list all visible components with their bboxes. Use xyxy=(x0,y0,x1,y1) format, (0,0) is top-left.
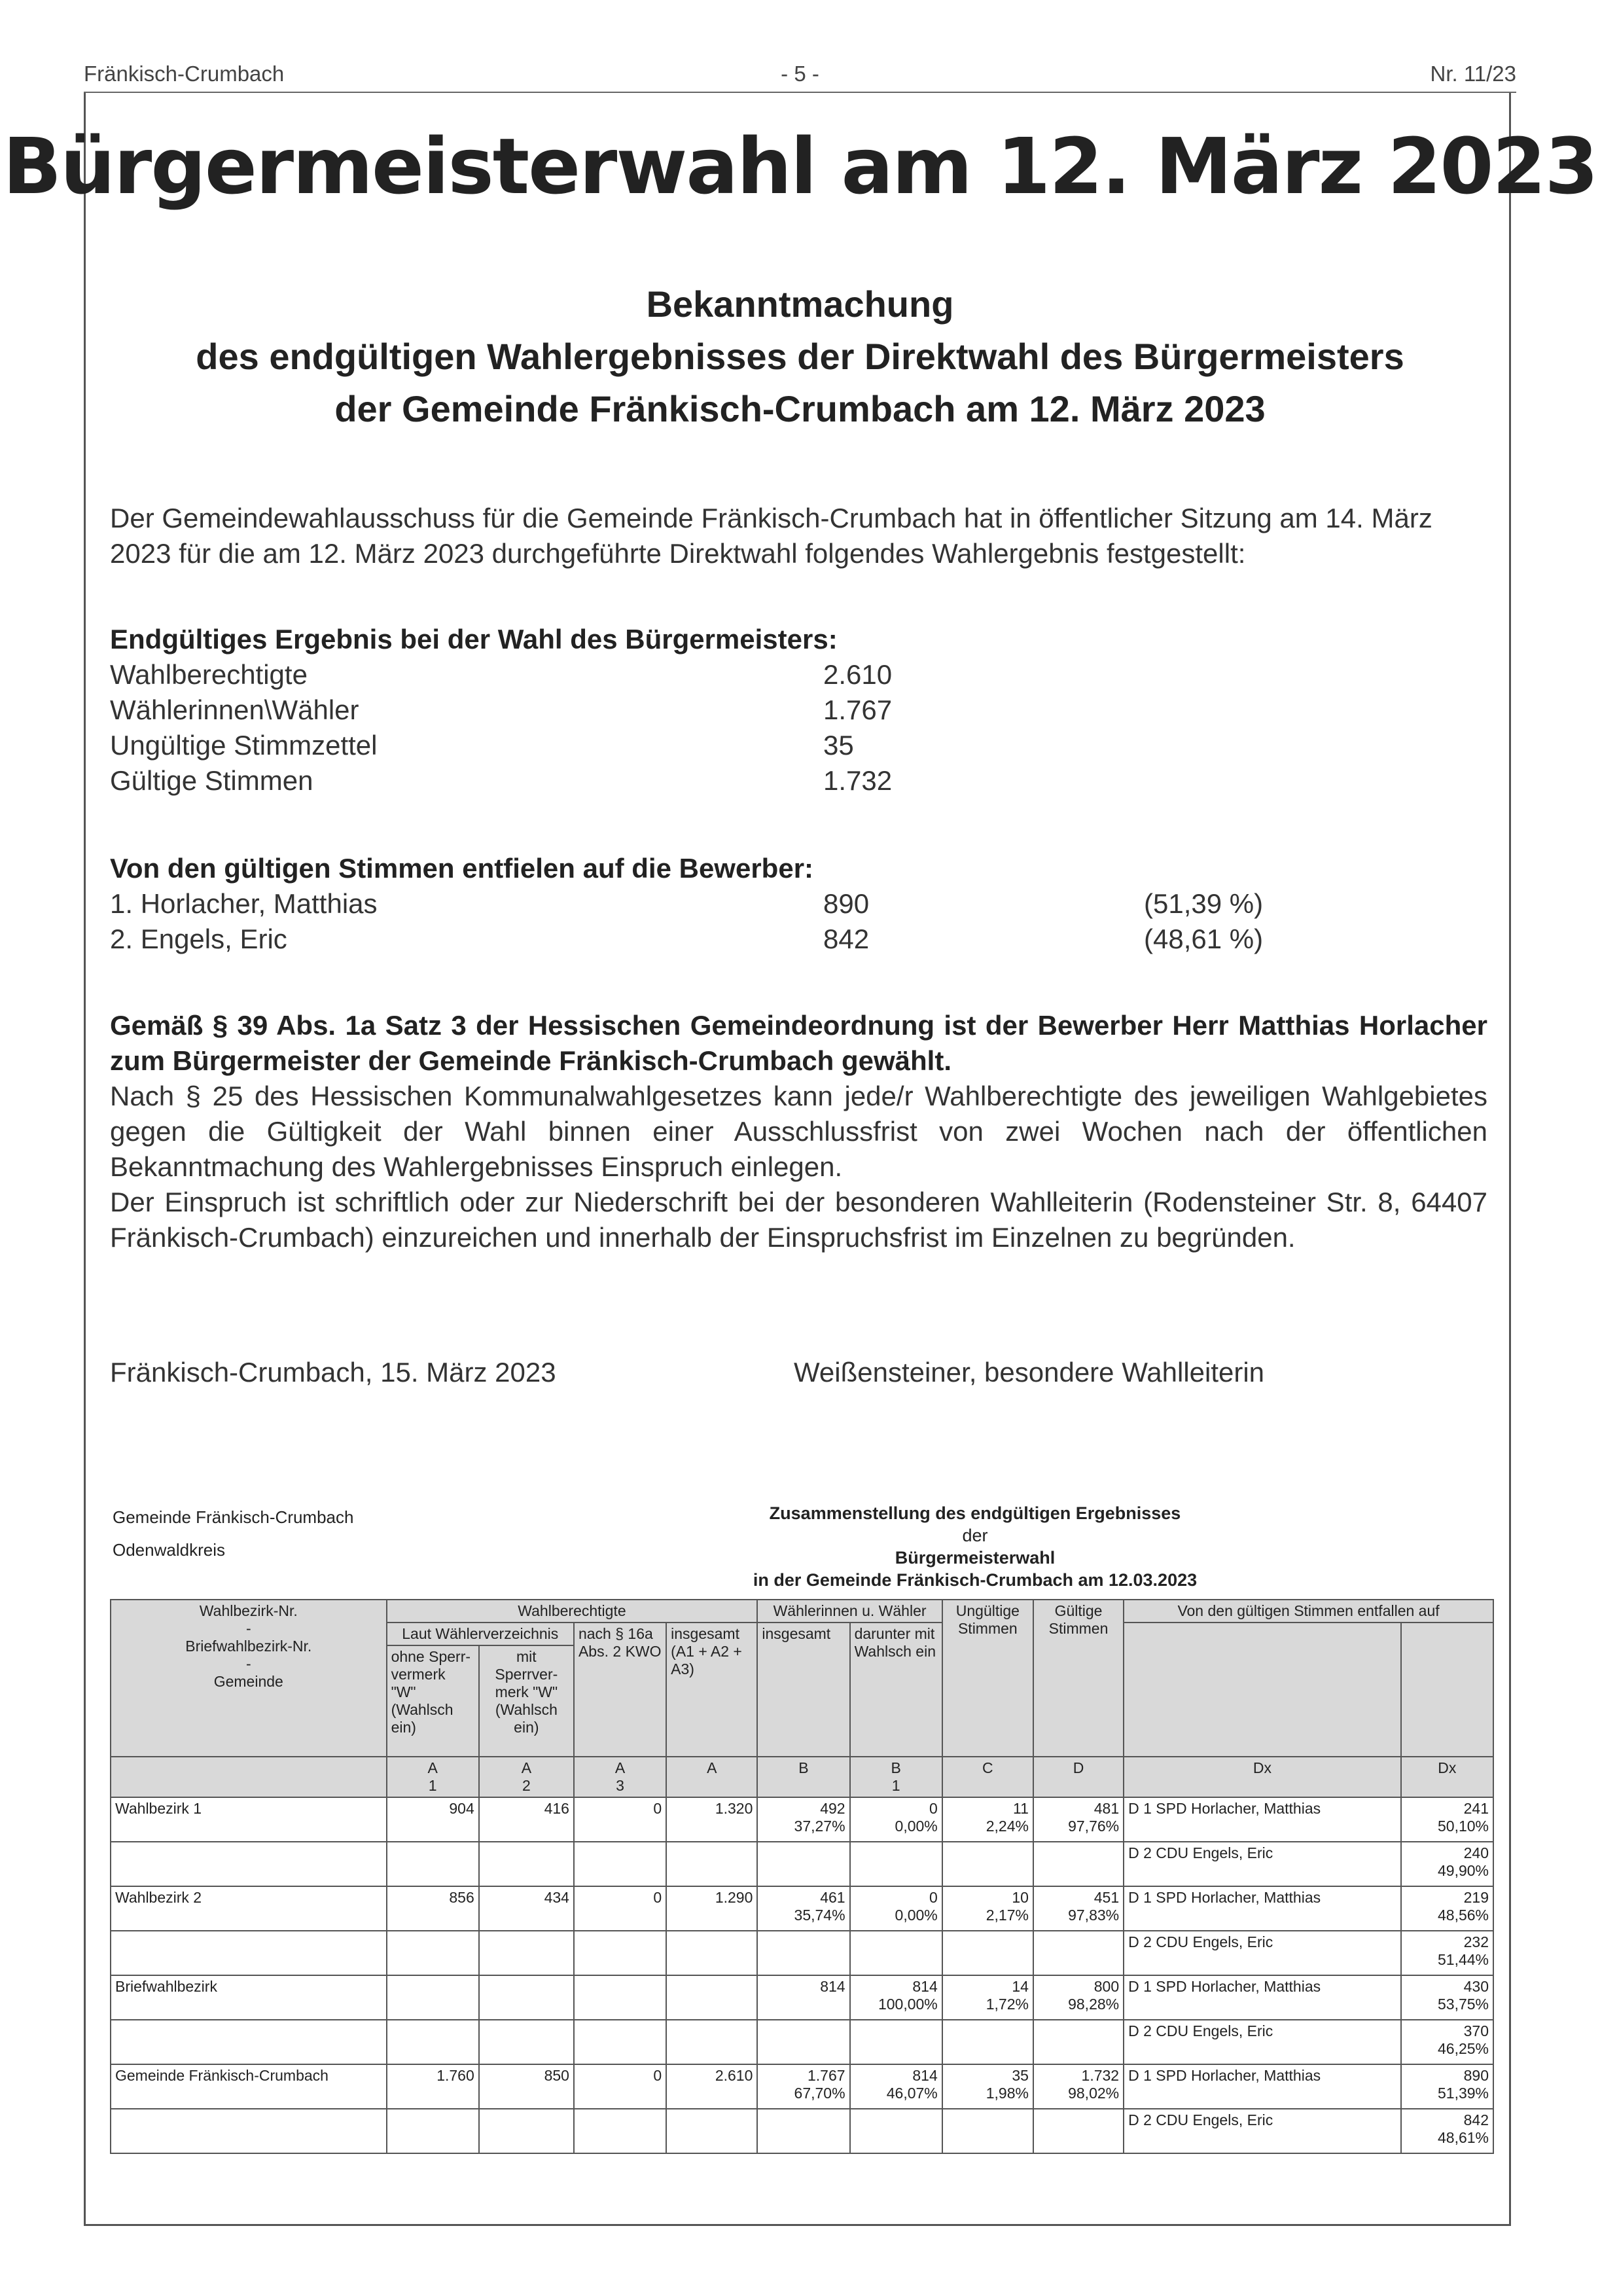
result-value: 35 xyxy=(823,730,854,761)
table-row xyxy=(111,2109,1493,2153)
col-header-insgesamt-b: insgesamt xyxy=(757,1623,849,1757)
running-head xyxy=(84,62,1516,93)
value-cell: 904 xyxy=(387,1797,479,1842)
col-header-ohne: ohne Sperr-vermerk "W" (Wahlsch ein) xyxy=(387,1645,479,1757)
col-header-voters: Wählerinnen u. Wähler xyxy=(757,1600,942,1623)
value-cell: 814 100,00% xyxy=(850,1975,942,2020)
candidate-votes-cell: 890 51,39% xyxy=(1401,2064,1493,2109)
candidate-votes-cell: 842 48,61% xyxy=(1401,2109,1493,2153)
candidate-votes: 842 xyxy=(823,924,870,954)
col-header-votes-blank xyxy=(1401,1623,1493,1757)
table-row xyxy=(111,2020,1493,2064)
table-header-row xyxy=(111,1600,1493,1623)
table-row xyxy=(111,2064,1493,2109)
value-cell: 1.732 98,02% xyxy=(1033,2064,1124,2109)
value-cell: 856 xyxy=(387,1886,479,1931)
candidate-row xyxy=(110,922,1487,957)
value-cell: 1.320 xyxy=(666,1797,757,1842)
district-cell: Wahlbezirk 1 xyxy=(111,1797,387,1842)
value-cell: 0 xyxy=(574,2064,666,2109)
table-row xyxy=(111,1842,1493,1886)
result-row xyxy=(110,657,1487,692)
candidate-votes-cell: 240 49,90% xyxy=(1401,1842,1493,1886)
table-title-line-2: der xyxy=(962,1526,988,1545)
candidate-votes-cell: 370 46,25% xyxy=(1401,2020,1493,2064)
value-cell: 416 xyxy=(479,1797,574,1842)
signer: Weißensteiner, besondere Wahlleiterin xyxy=(794,1357,1265,1388)
value-cell: 800 98,28% xyxy=(1033,1975,1124,2020)
col-header-eligible: Wahlberechtigte xyxy=(387,1600,758,1623)
empty-cell xyxy=(942,1842,1033,1886)
empty-cell xyxy=(574,2020,666,2064)
table-title-line-3: Bürgermeisterwahl xyxy=(895,1548,1056,1568)
result-label: Gültige Stimmen xyxy=(110,765,313,796)
candidate-cell: D 2 CDU Engels, Eric xyxy=(1124,2020,1401,2064)
value-cell: 1.290 xyxy=(666,1886,757,1931)
statement-block xyxy=(110,1008,1487,1255)
candidate-votes: 890 xyxy=(823,888,870,919)
table-row xyxy=(111,1797,1493,1842)
candidate-cell: D 1 SPD Horlacher, Matthias xyxy=(1124,1975,1401,2020)
value-cell: 461 35,74% xyxy=(757,1886,849,1931)
empty-cell xyxy=(479,2109,574,2153)
candidate-row xyxy=(110,886,1487,922)
empty-cell xyxy=(574,1842,666,1886)
table-org-line-2: Odenwaldkreis xyxy=(113,1540,225,1560)
table-row xyxy=(111,1931,1493,1975)
value-cell: 0 0,00% xyxy=(850,1886,942,1931)
code-cell: A xyxy=(666,1757,757,1797)
candidate-votes-cell: 219 48,56% xyxy=(1401,1886,1493,1931)
empty-cell xyxy=(479,1931,574,1975)
candidate-votes-cell: 430 53,75% xyxy=(1401,1975,1493,2020)
empty-cell xyxy=(387,1842,479,1886)
code-cell: Dx xyxy=(1401,1757,1493,1797)
value-cell xyxy=(574,1975,666,2020)
col-header-candidate-blank xyxy=(1124,1623,1401,1757)
results-summary-table xyxy=(110,1599,1494,2154)
subtitle-line-2: des endgültigen Wahlergebnisses der Direktwahl des Bürgermeisters xyxy=(196,336,1404,377)
empty-cell xyxy=(111,1931,387,1975)
candidate-votes-cell: 241 50,10% xyxy=(1401,1797,1493,1842)
empty-cell xyxy=(111,2020,387,2064)
table-org-line-1: Gemeinde Fränkisch-Crumbach xyxy=(113,1507,354,1527)
value-cell: 10 2,17% xyxy=(942,1886,1033,1931)
candidate-percent: (48,61 %) xyxy=(1144,924,1264,954)
code-cell-blank xyxy=(111,1757,387,1797)
result-label: Ungültige Stimmzettel xyxy=(110,730,378,761)
value-cell: 814 xyxy=(757,1975,849,2020)
objection-paragraph: Nach § 25 des Hessischen Kommunalwahlgesetzes kann jede/r Wahlberechtigte des jeweiligen Wahlgebietes gegen die Gültigkeit der Wahl binnen einer Ausschlussfrist von zwei Wochen nach der öffentlichen Bekanntmachung des Wahlergebnisses Einspruch einlegen. xyxy=(110,1081,1487,1182)
subtitle-line-3: der Gemeinde Fränkisch-Crumbach am 12. März 2023 xyxy=(334,388,1266,429)
empty-cell xyxy=(1033,2109,1124,2153)
empty-cell xyxy=(1033,1842,1124,1886)
place-date: Fränkisch-Crumbach, 15. März 2023 xyxy=(110,1357,556,1388)
code-cell: A 2 xyxy=(479,1757,574,1797)
value-cell: 451 97,83% xyxy=(1033,1886,1124,1931)
value-cell: 814 46,07% xyxy=(850,2064,942,2109)
empty-cell xyxy=(479,2020,574,2064)
result-row xyxy=(110,728,1487,763)
value-cell: 0 xyxy=(574,1797,666,1842)
empty-cell xyxy=(666,2109,757,2153)
code-cell: B 1 xyxy=(850,1757,942,1797)
empty-cell xyxy=(942,2020,1033,2064)
value-cell xyxy=(387,1975,479,2020)
result-row xyxy=(110,692,1487,728)
results-block xyxy=(110,622,1487,798)
value-cell: 11 2,24% xyxy=(942,1797,1033,1842)
value-cell: 0 xyxy=(574,1886,666,1931)
code-cell: A 3 xyxy=(574,1757,666,1797)
table-title-line-4: in der Gemeinde Fränkisch-Crumbach am 12.03.2023 xyxy=(753,1570,1198,1590)
candidate-percent: (51,39 %) xyxy=(1144,888,1264,919)
header-issue: Nr. 11/23 xyxy=(1430,62,1516,86)
empty-cell xyxy=(1033,2020,1124,2064)
col-header-distribution: Von den gültigen Stimmen entfallen auf xyxy=(1124,1600,1493,1623)
col-header-nach: nach § 16a Abs. 2 KWO xyxy=(574,1623,666,1757)
empty-cell xyxy=(666,1842,757,1886)
value-cell: 850 xyxy=(479,2064,574,2109)
empty-cell xyxy=(574,1931,666,1975)
candidate-votes-cell: 232 51,44% xyxy=(1401,1931,1493,1975)
col-header-district: Wahlbezirk-Nr. - Briefwahlbezirk-Nr. - Gemeinde xyxy=(111,1600,387,1757)
code-cell: Dx xyxy=(1124,1757,1401,1797)
announcement-title xyxy=(0,278,1600,435)
code-cell: A 1 xyxy=(387,1757,479,1797)
col-header-darunter: darunter mit Wahlsch ein xyxy=(850,1623,942,1757)
intro-paragraph: Der Gemeindewahlausschuss für die Gemeinde Fränkisch-Crumbach hat in öffentlicher Sitzung am 14. März 2023 für die am 12. März 2023 durchgeführte Direktwahl folgendes Wahlergebnis festgestellt: xyxy=(110,503,1432,569)
empty-cell xyxy=(942,1931,1033,1975)
empty-cell xyxy=(666,2020,757,2064)
table-title-line-1: Zusammenstellung des endgültigen Ergebnisses xyxy=(769,1503,1181,1523)
candidate-cell: D 2 CDU Engels, Eric xyxy=(1124,1931,1401,1975)
empty-cell xyxy=(757,1842,849,1886)
objection-procedure-paragraph: Der Einspruch ist schriftlich oder zur Niederschrift bei der besonderen Wahlleiterin (Rodensteiner Str. 8, 64407 Fränkisch-Crumbach) einzureichen und innerhalb der Einspruchsfrist im Einzelnen zu begründen. xyxy=(110,1187,1487,1253)
value-cell: 1.767 67,70% xyxy=(757,2064,849,2109)
empty-cell xyxy=(757,2109,849,2153)
candidate-cell: D 1 SPD Horlacher, Matthias xyxy=(1124,2064,1401,2109)
subtitle-line-1: Bekanntmachung xyxy=(646,283,954,325)
candidate-cell: D 2 CDU Engels, Eric xyxy=(1124,1842,1401,1886)
empty-cell xyxy=(850,2020,942,2064)
result-row xyxy=(110,763,1487,798)
code-cell: D xyxy=(1033,1757,1124,1797)
col-header-insgesamt-a: insgesamt (A1 + A2 + A3) xyxy=(666,1623,757,1757)
col-header-mit: mit Sperrver-merk "W" (Wahlsch ein) xyxy=(479,1645,574,1757)
empty-cell xyxy=(574,2109,666,2153)
code-cell: B xyxy=(757,1757,849,1797)
value-cell: 14 1,72% xyxy=(942,1975,1033,2020)
empty-cell xyxy=(111,2109,387,2153)
value-cell: 492 37,27% xyxy=(757,1797,849,1842)
district-cell: Briefwahlbezirk xyxy=(111,1975,387,2020)
col-header-invalid: Ungültige Stimmen xyxy=(942,1600,1033,1757)
district-cell: Gemeinde Fränkisch-Crumbach xyxy=(111,2064,387,2109)
table-title xyxy=(713,1502,1237,1591)
candidate-cell: D 1 SPD Horlacher, Matthias xyxy=(1124,1797,1401,1842)
page-title: Bürgermeisterwahl am 12. März 2023 xyxy=(3,121,1597,211)
results-heading: Endgültiges Ergebnis bei der Wahl des Bürgermeisters: xyxy=(110,624,838,655)
empty-cell xyxy=(757,1931,849,1975)
empty-cell xyxy=(479,1842,574,1886)
candidate-cell: D 2 CDU Engels, Eric xyxy=(1124,2109,1401,2153)
empty-cell xyxy=(850,1931,942,1975)
value-cell: 481 97,76% xyxy=(1033,1797,1124,1842)
election-decision: Gemäß § 39 Abs. 1a Satz 3 der Hessischen Gemeindeordnung ist der Bewerber Herr Matthias Horlacher zum Bürgermeister der Gemeinde Fränkisch-Crumbach gewählt. xyxy=(110,1010,1487,1076)
empty-cell xyxy=(850,1842,942,1886)
value-cell xyxy=(479,1975,574,2020)
candidates-block xyxy=(110,851,1487,957)
empty-cell xyxy=(387,2109,479,2153)
empty-cell xyxy=(850,2109,942,2153)
value-cell xyxy=(666,1975,757,2020)
table-row xyxy=(111,1975,1493,2020)
empty-cell xyxy=(111,1842,387,1886)
empty-cell xyxy=(1033,1931,1124,1975)
col-header-valid: Gültige Stimmen xyxy=(1033,1600,1124,1757)
candidates-heading: Von den gültigen Stimmen entfielen auf die Bewerber: xyxy=(110,853,814,884)
result-label: Wählerinnen\Wähler xyxy=(110,694,359,725)
empty-cell xyxy=(387,1931,479,1975)
header-town: Fränkisch-Crumbach xyxy=(84,62,285,86)
value-cell: 1.760 xyxy=(387,2064,479,2109)
candidate-name: 2. Engels, Eric xyxy=(110,924,287,954)
code-cell: C xyxy=(942,1757,1033,1797)
table-code-row xyxy=(111,1757,1493,1797)
value-cell: 2.610 xyxy=(666,2064,757,2109)
district-cell: Wahlbezirk 2 xyxy=(111,1886,387,1931)
empty-cell xyxy=(666,1931,757,1975)
result-value: 1.767 xyxy=(823,694,893,725)
candidate-cell: D 1 SPD Horlacher, Matthias xyxy=(1124,1886,1401,1931)
value-cell: 0 0,00% xyxy=(850,1797,942,1842)
empty-cell xyxy=(942,2109,1033,2153)
candidate-name: 1. Horlacher, Matthias xyxy=(110,888,378,919)
result-value: 1.732 xyxy=(823,765,893,796)
value-cell: 434 xyxy=(479,1886,574,1931)
header-page-number: - 5 - xyxy=(781,62,819,86)
col-header-laut: Laut Wählerverzeichnis xyxy=(387,1623,574,1645)
table-row xyxy=(111,1886,1493,1931)
value-cell: 35 1,98% xyxy=(942,2064,1033,2109)
table-body xyxy=(111,1797,1493,2153)
result-label: Wahlberechtigte xyxy=(110,659,308,690)
empty-cell xyxy=(387,2020,479,2064)
result-value: 2.610 xyxy=(823,659,893,690)
empty-cell xyxy=(757,2020,849,2064)
